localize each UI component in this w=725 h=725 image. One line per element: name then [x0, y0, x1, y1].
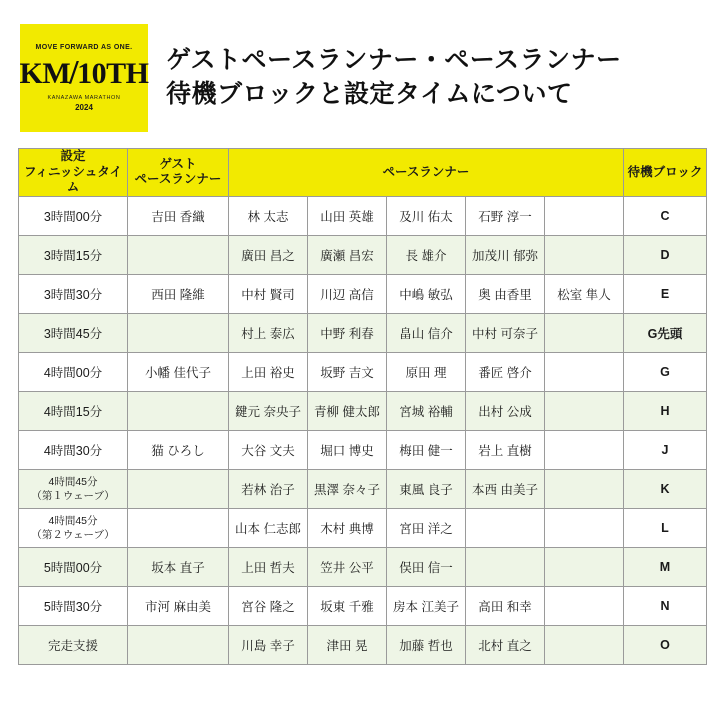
- cell-pace-runner: 坂野 吉文: [308, 352, 387, 391]
- cell-waiting-block: G先頭: [624, 313, 707, 352]
- cell-pace-runner: 松室 隼人: [545, 274, 624, 313]
- cell-finish-time: [19, 430, 128, 469]
- table-row: [19, 469, 707, 508]
- finish-time-value: 3時間00分: [43, 209, 103, 224]
- table-row: [19, 196, 707, 235]
- cell-pace-runner: 廣田 昌之: [229, 235, 308, 274]
- cell-pace-runner: 若林 治子: [229, 469, 308, 508]
- cell-pace-runner: 本西 由美子: [466, 469, 545, 508]
- logo-year: 2024: [75, 103, 93, 113]
- cell-pace-runner: 中嶋 敏弘: [387, 274, 466, 313]
- cell-pace-runner: 畠山 信介: [387, 313, 466, 352]
- page-title: [166, 44, 622, 112]
- cell-guest-pace-runner: [128, 391, 229, 430]
- cell-pace-runner: 東風 良子: [387, 469, 466, 508]
- cell-pace-runner: 中村 賢司: [229, 274, 308, 313]
- cell-guest-pace-runner: 坂本 直子: [128, 547, 229, 586]
- cell-pace-runner: 番匠 啓介: [466, 352, 545, 391]
- cell-finish-time: [19, 313, 128, 352]
- cell-pace-runner: 廣瀬 昌宏: [308, 235, 387, 274]
- cell-finish-time: [19, 391, 128, 430]
- cell-pace-runner: 北村 直之: [466, 625, 545, 664]
- cell-finish-time: [19, 196, 128, 235]
- cell-guest-pace-runner: 猫 ひろし: [128, 430, 229, 469]
- cell-pace-runner: 山田 英雄: [308, 196, 387, 235]
- logo-wordmark-km: KM: [19, 56, 71, 90]
- finish-time-value: 4時間45分: [48, 475, 98, 488]
- cell-waiting-block: K: [624, 469, 707, 508]
- cell-pace-runner: 宮城 裕輔: [387, 391, 466, 430]
- cell-pace-runner: [545, 235, 624, 274]
- cell-guest-pace-runner: [128, 625, 229, 664]
- cell-waiting-block: M: [624, 547, 707, 586]
- table-body: [19, 196, 707, 664]
- finish-time-wave: （第２ウェーブ）: [31, 528, 115, 541]
- cell-pace-runner: [545, 625, 624, 664]
- cell-finish-time: [19, 469, 128, 508]
- cell-pace-runner: 木村 典博: [308, 508, 387, 547]
- cell-pace-runner: 高田 和幸: [466, 586, 545, 625]
- cell-pace-runner: 林 太志: [229, 196, 308, 235]
- pace-runner-table: [18, 148, 707, 665]
- cell-pace-runner: 中村 可奈子: [466, 313, 545, 352]
- table-row: [19, 508, 707, 547]
- cell-pace-runner: 岩上 直樹: [466, 430, 545, 469]
- cell-pace-runner: 黒澤 奈々子: [308, 469, 387, 508]
- cell-pace-runner: 中野 利春: [308, 313, 387, 352]
- cell-pace-runner: [466, 508, 545, 547]
- header-finish-time-line-1: 設定: [60, 149, 86, 163]
- table-row: [19, 313, 707, 352]
- logo-wordmark-slash: /: [69, 53, 79, 91]
- event-logo: [20, 24, 148, 132]
- cell-pace-runner: 宮谷 隆之: [229, 586, 308, 625]
- cell-finish-time: [19, 235, 128, 274]
- header-guest-line-2: ペースランナー: [134, 172, 222, 187]
- cell-waiting-block: L: [624, 508, 707, 547]
- cell-pace-runner: 原田 理: [387, 352, 466, 391]
- cell-finish-time: [19, 274, 128, 313]
- finish-time-value: 4時間00分: [43, 365, 103, 380]
- header-guest-line-1: ゲスト: [159, 156, 197, 171]
- cell-finish-time: [19, 508, 128, 547]
- cell-waiting-block: N: [624, 586, 707, 625]
- cell-pace-runner: 宮田 洋之: [387, 508, 466, 547]
- cell-pace-runner: 村上 泰広: [229, 313, 308, 352]
- cell-pace-runner: 上田 裕史: [229, 352, 308, 391]
- finish-time-value: 3時間45分: [43, 326, 103, 341]
- cell-pace-runner: 津田 晃: [308, 625, 387, 664]
- cell-pace-runner: [545, 469, 624, 508]
- cell-pace-runner: 加茂川 郁弥: [466, 235, 545, 274]
- cell-finish-time: [19, 586, 128, 625]
- cell-pace-runner: 俣田 信一: [387, 547, 466, 586]
- cell-waiting-block: O: [624, 625, 707, 664]
- cell-pace-runner: 山本 仁志郎: [229, 508, 308, 547]
- logo-tagline: MOVE FORWARD AS ONE.: [35, 43, 133, 51]
- cell-pace-runner: [545, 547, 624, 586]
- table-row: [19, 274, 707, 313]
- cell-waiting-block: H: [624, 391, 707, 430]
- cell-waiting-block: J: [624, 430, 707, 469]
- cell-guest-pace-runner: [128, 235, 229, 274]
- cell-pace-runner: [545, 430, 624, 469]
- header-finish-time-line-2: フィニッシュタイム: [23, 164, 122, 195]
- cell-pace-runner: 大谷 文夫: [229, 430, 308, 469]
- header-pace-runner: ペースランナー: [229, 149, 624, 197]
- cell-pace-runner: 石野 淳一: [466, 196, 545, 235]
- page-title-line-2: 待機ブロックと設定タイムについて: [166, 80, 573, 108]
- table-row: [19, 352, 707, 391]
- table-row: [19, 235, 707, 274]
- cell-pace-runner: [466, 547, 545, 586]
- finish-time-value: 3時間30分: [43, 287, 103, 302]
- table-row: [19, 625, 707, 664]
- cell-pace-runner: 川辺 高信: [308, 274, 387, 313]
- cell-pace-runner: 笠井 公平: [308, 547, 387, 586]
- finish-time-wave: （第１ウェーブ）: [31, 489, 115, 502]
- cell-pace-runner: 加藤 哲也: [387, 625, 466, 664]
- table-row: [19, 391, 707, 430]
- cell-pace-runner: [545, 586, 624, 625]
- cell-guest-pace-runner: 吉田 香織: [128, 196, 229, 235]
- cell-pace-runner: 房本 江美子: [387, 586, 466, 625]
- cell-pace-runner: [545, 196, 624, 235]
- header-finish-time: [19, 149, 128, 197]
- cell-pace-runner: [545, 313, 624, 352]
- logo-wordmark-10th: 10TH: [77, 56, 149, 90]
- cell-guest-pace-runner: 小幡 佳代子: [128, 352, 229, 391]
- cell-pace-runner: 青柳 健太郎: [308, 391, 387, 430]
- cell-pace-runner: [545, 391, 624, 430]
- cell-pace-runner: 堀口 博史: [308, 430, 387, 469]
- cell-finish-time: [19, 625, 128, 664]
- cell-guest-pace-runner: 西田 隆維: [128, 274, 229, 313]
- cell-pace-runner: 鍵元 奈央子: [229, 391, 308, 430]
- logo-wordmark: [19, 53, 149, 91]
- page-title-line-1: ゲストペースランナー・ペースランナー: [166, 46, 622, 75]
- cell-waiting-block: C: [624, 196, 707, 235]
- table-row: [19, 547, 707, 586]
- finish-time-value: 4時間45分: [48, 514, 98, 527]
- cell-pace-runner: 奥 由香里: [466, 274, 545, 313]
- cell-pace-runner: [545, 508, 624, 547]
- finish-time-value: 3時間15分: [43, 248, 103, 263]
- finish-time-value: 5時間00分: [43, 560, 103, 575]
- table-row: [19, 430, 707, 469]
- cell-waiting-block: G: [624, 352, 707, 391]
- cell-guest-pace-runner: [128, 469, 229, 508]
- cell-finish-time: [19, 352, 128, 391]
- finish-time-value: 完走支援: [47, 638, 98, 653]
- cell-finish-time: [19, 547, 128, 586]
- finish-time-value: 5時間30分: [43, 599, 103, 614]
- cell-pace-runner: 坂東 千雅: [308, 586, 387, 625]
- cell-pace-runner: 上田 哲夫: [229, 547, 308, 586]
- cell-pace-runner: 長 雄介: [387, 235, 466, 274]
- cell-guest-pace-runner: [128, 508, 229, 547]
- header-guest-pace-runner: [128, 149, 229, 197]
- table-header: [19, 149, 707, 197]
- cell-pace-runner: 川島 幸子: [229, 625, 308, 664]
- table-row: [19, 586, 707, 625]
- cell-pace-runner: 及川 佑太: [387, 196, 466, 235]
- cell-pace-runner: 梅田 健一: [387, 430, 466, 469]
- document-header: [18, 18, 707, 138]
- finish-time-value: 4時間15分: [43, 404, 103, 419]
- cell-pace-runner: 出村 公成: [466, 391, 545, 430]
- cell-waiting-block: D: [624, 235, 707, 274]
- logo-subtitle: KANAZAWA MARATHON: [47, 94, 121, 101]
- cell-waiting-block: E: [624, 274, 707, 313]
- finish-time-value: 4時間30分: [43, 443, 103, 458]
- header-waiting-block: 待機ブロック: [624, 149, 707, 197]
- cell-pace-runner: [545, 352, 624, 391]
- cell-guest-pace-runner: 市河 麻由美: [128, 586, 229, 625]
- cell-guest-pace-runner: [128, 313, 229, 352]
- table-header-row: [19, 149, 707, 197]
